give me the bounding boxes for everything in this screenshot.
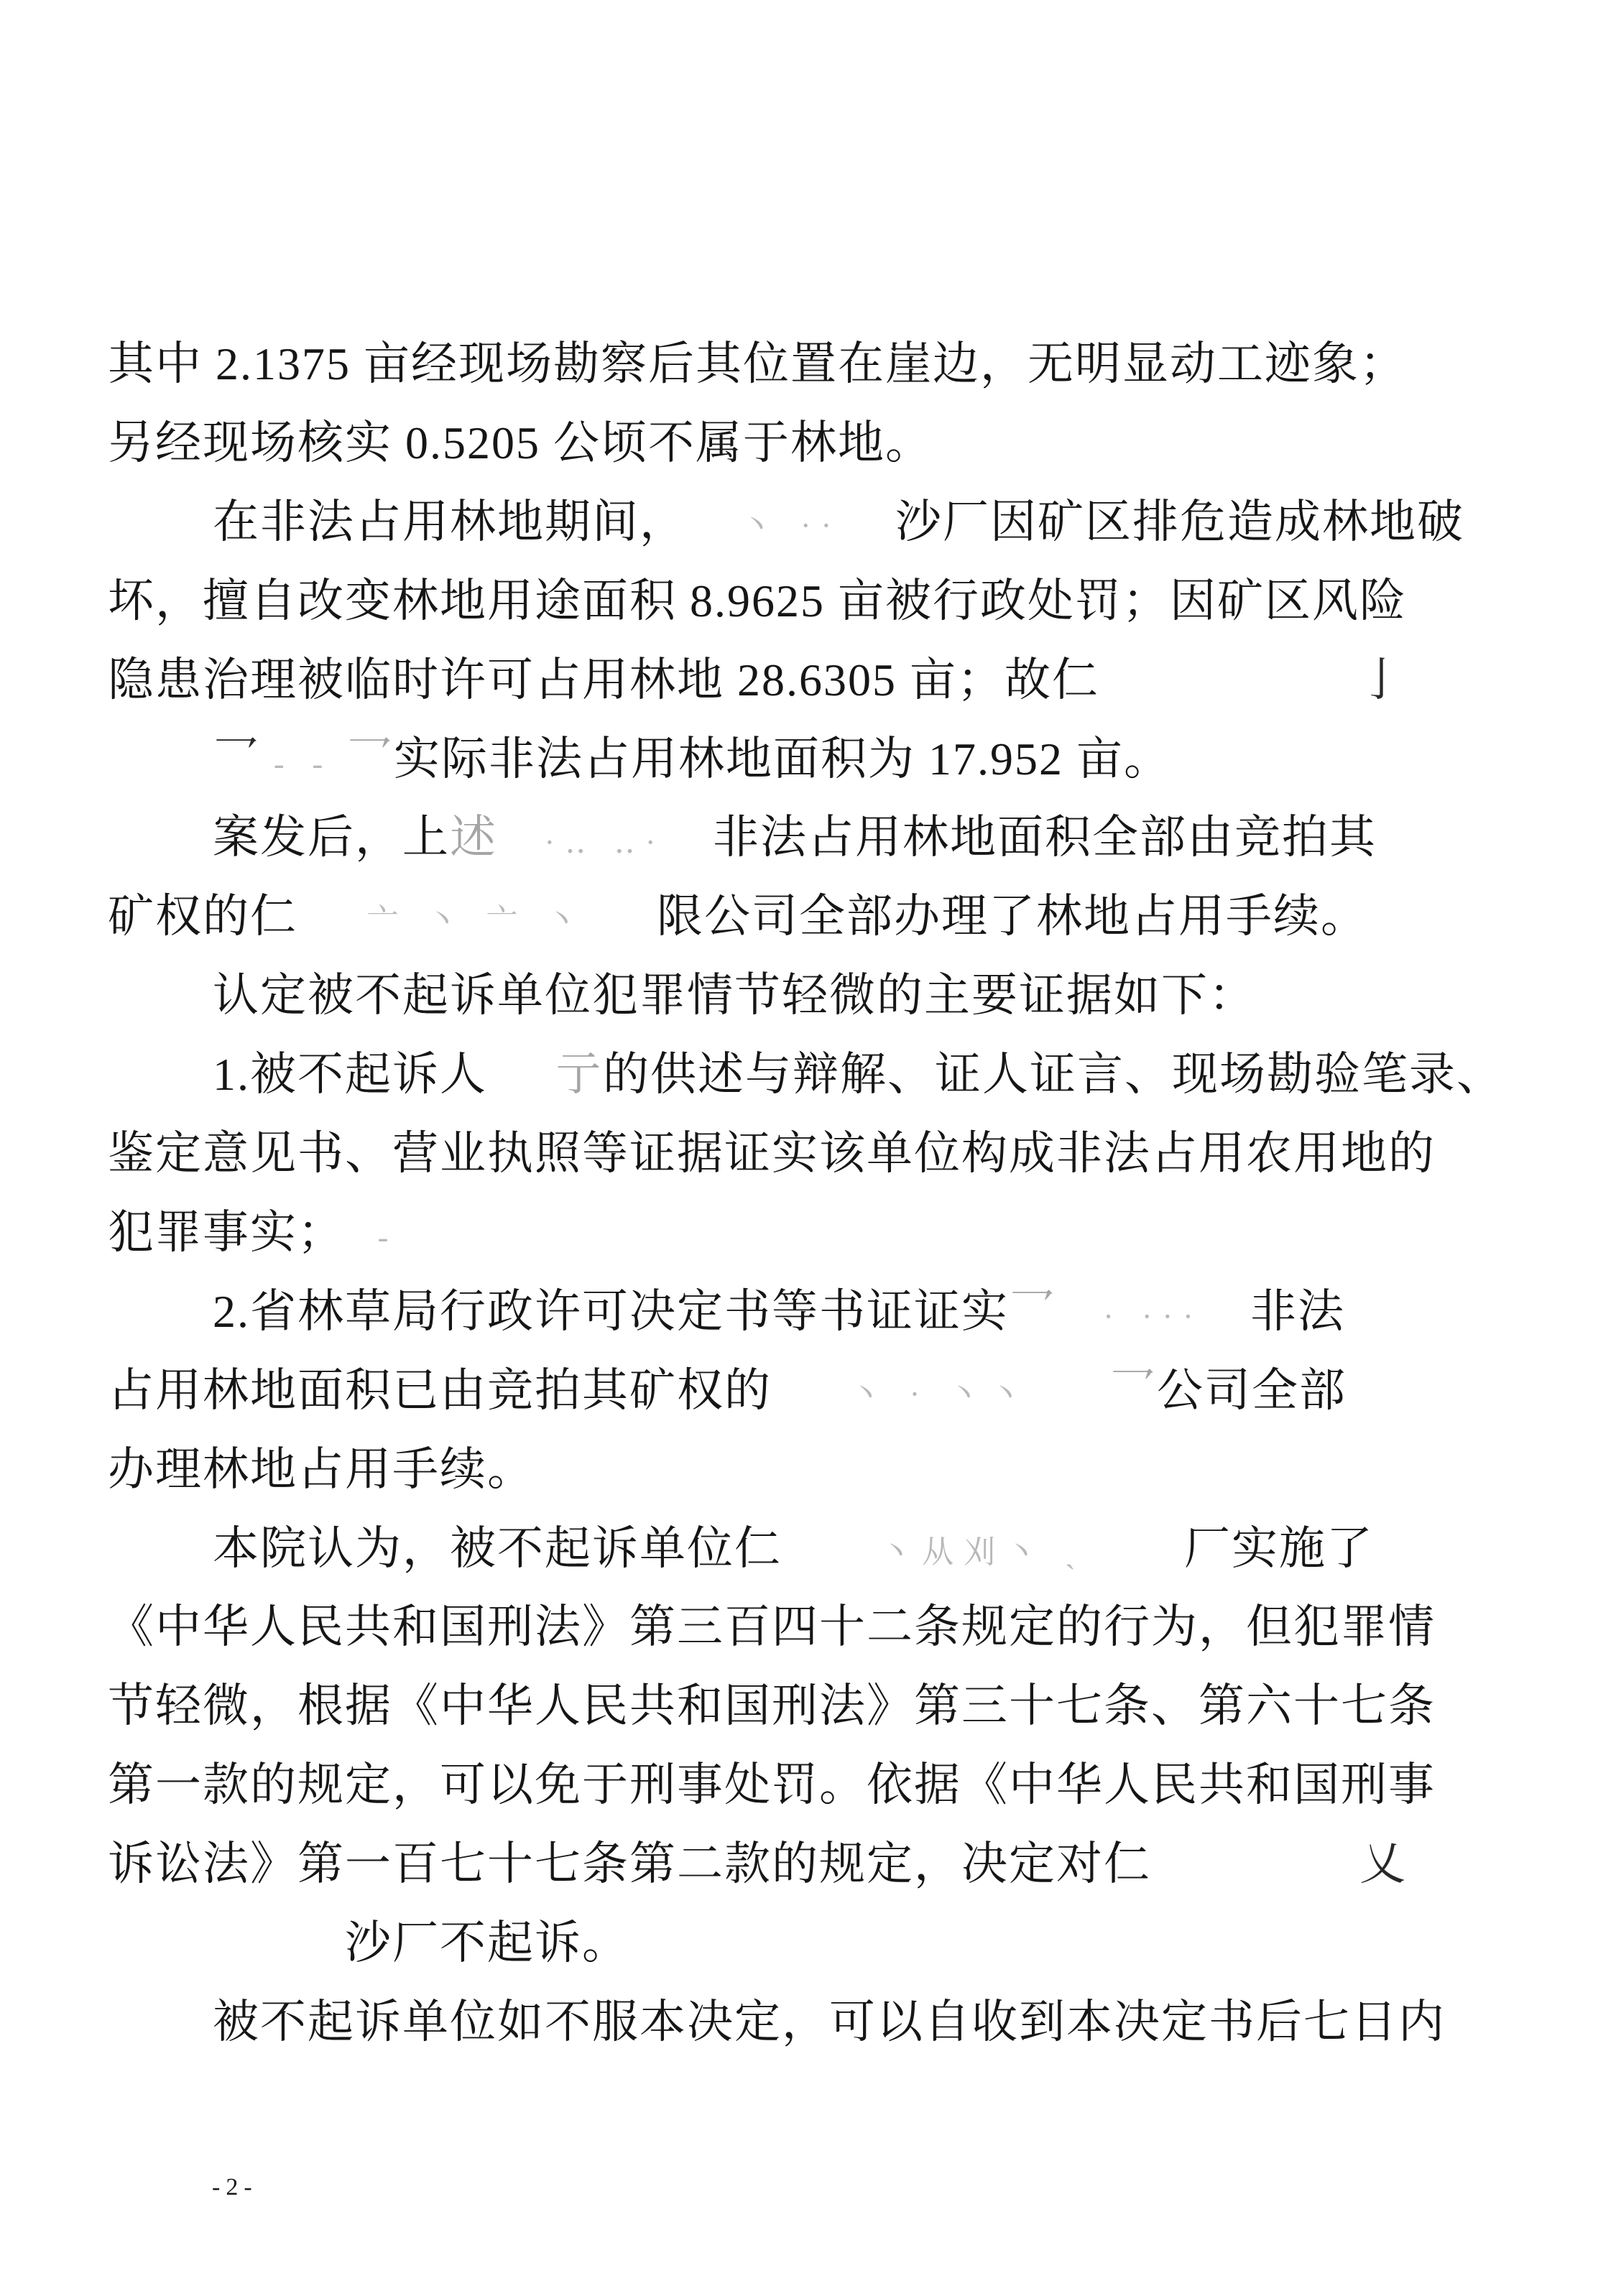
document-line	[108, 1827, 1407, 1893]
text-segment: 厂实施了	[1184, 1523, 1374, 1574]
document-line	[108, 1116, 1436, 1182]
redaction-gap	[687, 505, 895, 551]
redaction-remnant: 乛	[346, 733, 394, 784]
document-line	[108, 879, 1368, 945]
redaction-remnant: ·‥ ‥·	[544, 830, 666, 860]
text-segment: 本院认为，被不起诉单位仁	[213, 1523, 782, 1574]
text-segment: 的供述与辩解、证人证言、现场勘验笔录、	[603, 1049, 1504, 1100]
document-line	[108, 643, 1405, 709]
text-segment: 办理林地占用手续。	[108, 1444, 535, 1495]
text-segment: 被不起诉单位如不服本决定，可以自收到本决定书后七日内	[213, 1996, 1446, 2047]
stroke-fragment: 乛	[213, 733, 260, 784]
text-segment: 案发后，上	[213, 812, 450, 863]
document-line	[108, 564, 1407, 630]
document-line	[213, 800, 1377, 866]
redaction-gap	[772, 1374, 1109, 1420]
document-line	[108, 1669, 1436, 1735]
text-segment: 其中 2.1375 亩经现场勘察后其位置在崖边，无明显动工迹象；	[108, 338, 1407, 389]
document-line	[213, 485, 1464, 551]
text-segment: 占用林地面积已由竞拍其矿权的	[108, 1365, 772, 1416]
text-segment: 另经现场核实 0.5205 公顷不属于林地。	[108, 417, 933, 468]
redaction-remnant: 亍	[555, 1049, 603, 1100]
text-segment: 1.被不起诉人	[213, 1049, 487, 1100]
document-line	[213, 1037, 1504, 1103]
document-line	[213, 1985, 1446, 2051]
text-segment: 《中华人民共和国刑法》第三百四十二条规定的行为，但犯罪情	[108, 1601, 1436, 1652]
document-line	[108, 1353, 1347, 1420]
text-segment: 矿权的仁	[108, 891, 297, 942]
text-segment: 鉴定意见书、营业执照等证据证实该单位构成非法占用农用地的	[108, 1128, 1436, 1179]
text-segment: 隐患治理被临时许可占用林地 28.6305 亩；故仁	[108, 654, 1099, 705]
redaction-gap	[782, 1532, 1184, 1578]
redaction-gap	[297, 899, 657, 945]
text-segment: 非法占用林地面积全部由竞拍其	[713, 812, 1377, 863]
redaction-gap	[1056, 1304, 1250, 1341]
redaction-remnant: 乛	[1009, 1286, 1056, 1337]
document-line	[213, 722, 1171, 788]
text-segment: 非法	[1250, 1286, 1345, 1337]
text-segment: 2.省林草局行政许可决定书等书证证实	[213, 1286, 1009, 1337]
redaction-remnant: 亠 丶 亠 丶	[366, 902, 588, 938]
text-segment: 第一款的规定，可以免于刑事处罚。依据《中华人民共和国刑事	[108, 1759, 1436, 1810]
document-line	[108, 1432, 535, 1499]
text-segment: 公司全部	[1157, 1365, 1347, 1416]
text-segment: 犯罪事实；	[108, 1207, 345, 1258]
text-segment: 实际非法占用林地面积为 17.952 亩。	[394, 733, 1171, 784]
document-line	[213, 1512, 1374, 1578]
stroke-fragment: 乂	[1359, 1838, 1407, 1889]
text-segment: 沙厂不起诉。	[345, 1917, 629, 1968]
document-line	[108, 1195, 431, 1262]
document-line	[213, 958, 1256, 1024]
redaction-gap	[497, 830, 713, 866]
document-line	[108, 327, 1407, 393]
redaction-gap	[345, 1225, 431, 1262]
stroke-fragment: 亅	[1358, 654, 1405, 705]
document-line	[108, 1590, 1436, 1656]
redaction-remnant: -	[377, 1225, 399, 1255]
redaction-remnant: 丶 ··	[740, 508, 842, 543]
redaction-gap	[260, 751, 346, 788]
text-segment: 在非法占用林地期间，	[213, 496, 687, 547]
text-segment: 诉讼法》第一百七十七条第二款的规定，决定对仁	[108, 1838, 1151, 1889]
redaction-remnant: 丶 · 丶丶	[849, 1376, 1032, 1412]
redaction-remnant: · ···	[1103, 1304, 1204, 1334]
redaction-remnant: 乛	[1109, 1365, 1157, 1416]
document-line	[345, 1906, 629, 1972]
text-segment: 节轻微，根据《中华人民共和国刑法》第三十七条、第六十七条	[108, 1680, 1436, 1731]
page-number: -2-	[212, 2174, 258, 2200]
redaction-remnant: 述	[450, 812, 497, 863]
redaction-remnant: - -	[273, 751, 333, 782]
text-segment: 认定被不起诉单位犯罪情节轻微的主要证据如下：	[213, 970, 1256, 1021]
text-segment: 沙厂因矿区排危造成林地破	[895, 496, 1464, 547]
document-line	[213, 1274, 1345, 1341]
redaction-remnant: 丶从刈丶 ˎ	[880, 1534, 1086, 1570]
document-line	[108, 406, 933, 472]
text-segment: 限公司全部办理了林地占用手续。	[657, 891, 1368, 942]
text-segment: 坏，擅自改变林地用途面积 8.9625 亩被行政处罚；因矿区风险	[108, 575, 1407, 626]
document-line	[108, 1748, 1436, 1814]
